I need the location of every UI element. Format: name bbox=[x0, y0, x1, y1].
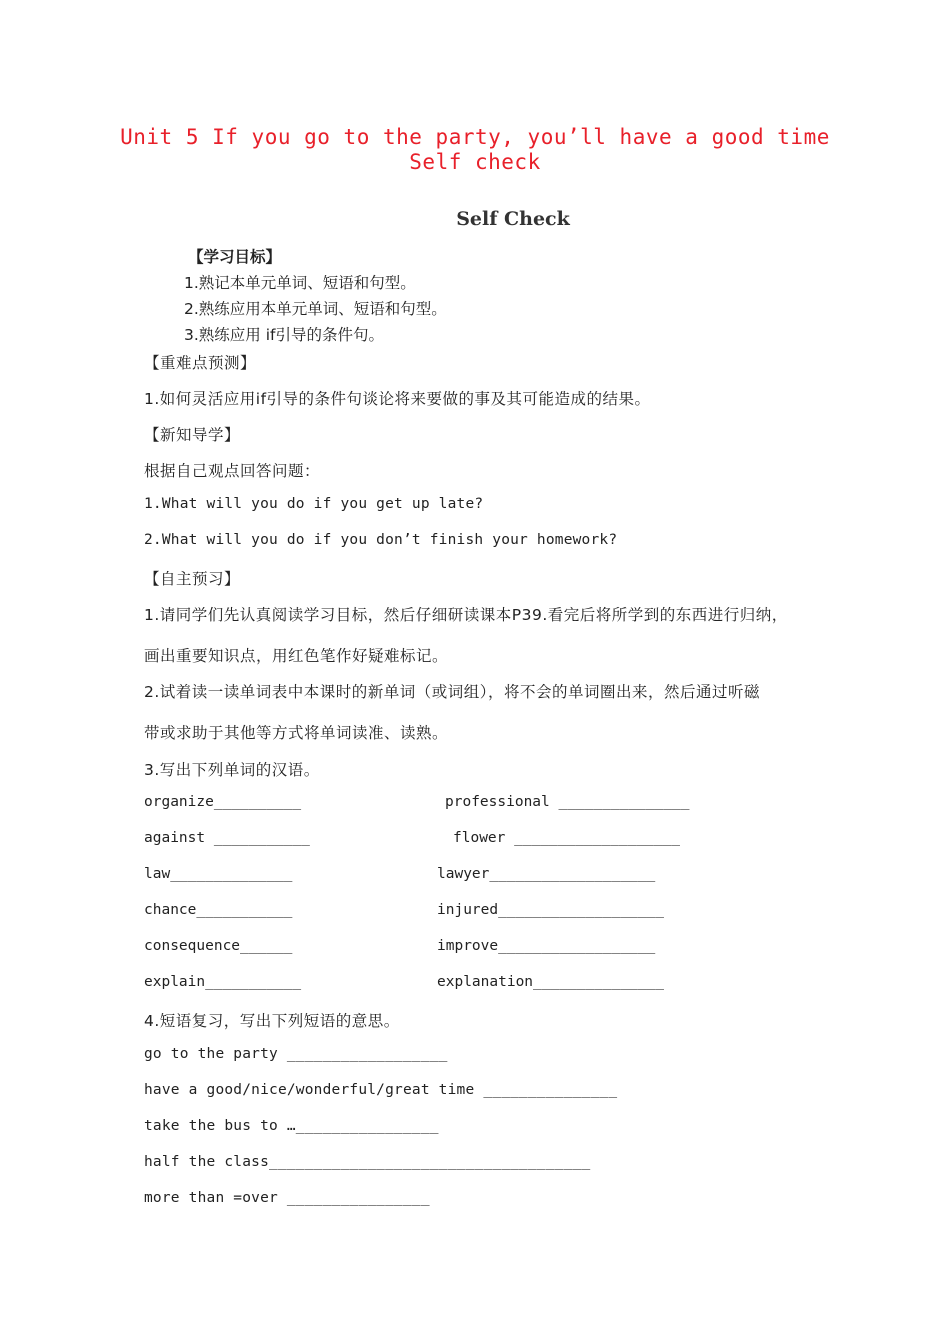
goal-item: 3.熟练应用 if引导的条件句。 bbox=[184, 326, 384, 344]
document-subtitle: Self check bbox=[409, 150, 541, 174]
preview-paragraph-3: 3.写出下列单词的汉语。 bbox=[144, 761, 320, 779]
preview-heading: 【自主预习】 bbox=[144, 570, 241, 588]
word-blank-left: explain___________ bbox=[144, 974, 302, 990]
preview-paragraph-2: 2.试着读一读单词表中本课时的新单词（或词组），将不会的单词圈出来，然后通过听磁 bbox=[144, 683, 761, 701]
difficult-point-item: 1.如何灵活应用if引导的条件句谈论将来要做的事及其可能造成的结果。 bbox=[144, 390, 651, 408]
word-blank-right: injured___________________ bbox=[437, 902, 664, 918]
preview-paragraph-2-cont: 带或求助于其他等方式将单词读准、读熟。 bbox=[144, 724, 449, 742]
preview-paragraph-1-cont: 画出重要知识点，用红色笔作好疑难标记。 bbox=[144, 647, 449, 665]
word-blank-right: improve__________________ bbox=[437, 938, 656, 954]
question-item: 2.What will you do if you don’t finish your homework? bbox=[144, 532, 618, 548]
learning-goals-heading: 【学习目标】 bbox=[188, 248, 282, 266]
preview-paragraph-1: 1.请同学们先认真阅读学习目标，然后仔细研读课本P39.看完后将所学到的东西进行归纳， bbox=[144, 606, 788, 624]
word-blank-right: explanation_______________ bbox=[437, 974, 664, 990]
word-blank-left: law______________ bbox=[144, 866, 293, 882]
new-knowledge-intro: 根据自己观点回答问题： bbox=[144, 462, 321, 480]
self-check-heading: Self Check bbox=[456, 208, 570, 230]
goal-item: 2.熟练应用本单元单词、短语和句型。 bbox=[184, 300, 447, 318]
new-knowledge-heading: 【新知导学】 bbox=[144, 426, 241, 444]
phrase-blank: more than =over ________________ bbox=[144, 1190, 430, 1206]
word-blank-right: lawyer___________________ bbox=[437, 866, 656, 882]
question-item: 1.What will you do if you get up late? bbox=[144, 496, 484, 512]
goal-item: 1.熟记本单元单词、短语和句型。 bbox=[184, 274, 416, 292]
word-blank-left: organize__________ bbox=[144, 794, 302, 810]
word-blank-right: professional _______________ bbox=[445, 794, 690, 810]
preview-paragraph-4: 4.短语复习，写出下列短语的意思。 bbox=[144, 1012, 400, 1030]
phrase-blank: have a good/nice/wonderful/great time _______________ bbox=[144, 1082, 618, 1098]
document-title: Unit 5 If you go to the party, you’ll have a good time bbox=[120, 125, 830, 149]
phrase-blank: take the bus to …________________ bbox=[144, 1118, 439, 1134]
phrase-blank: go to the party __________________ bbox=[144, 1046, 448, 1062]
word-blank-left: chance___________ bbox=[144, 902, 293, 918]
word-blank-right: flower ___________________ bbox=[453, 830, 680, 846]
difficult-points-heading: 【重难点预测】 bbox=[144, 354, 257, 372]
phrase-blank: half the class____________________________________ bbox=[144, 1154, 591, 1170]
word-blank-left: consequence______ bbox=[144, 938, 293, 954]
word-blank-left: against ___________ bbox=[144, 830, 310, 846]
